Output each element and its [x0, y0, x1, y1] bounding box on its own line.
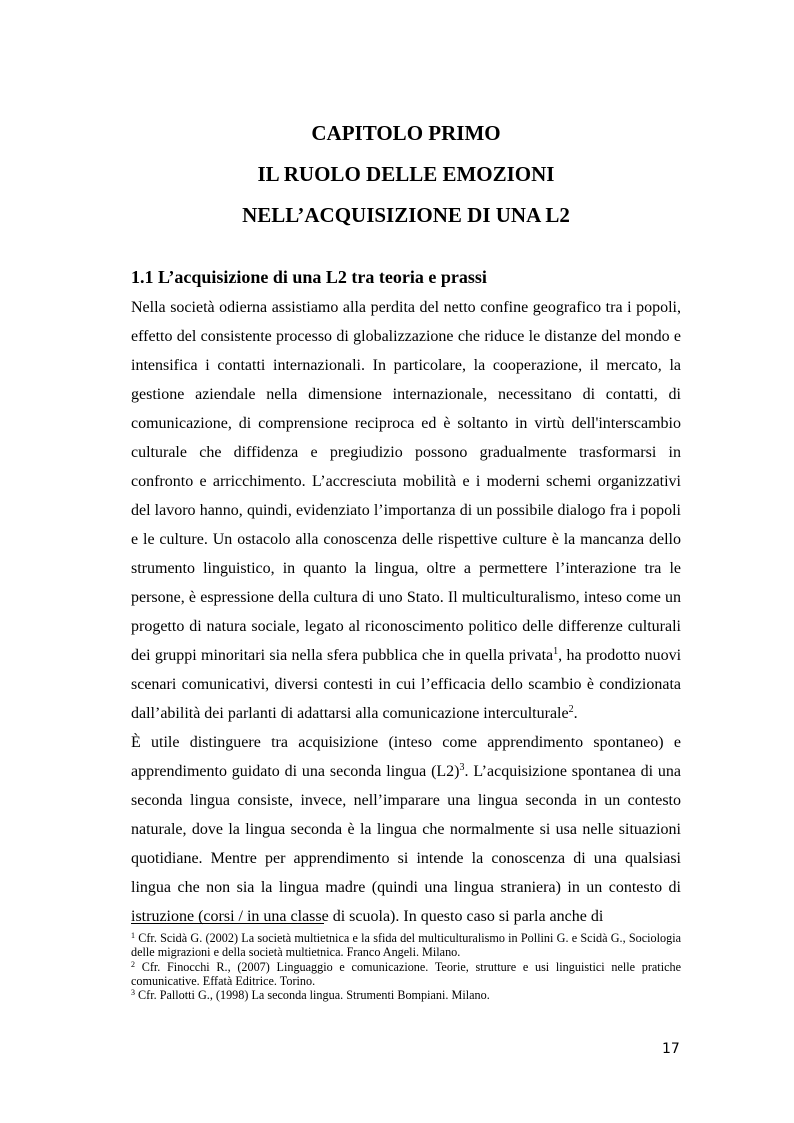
paragraph-1-text-b: , ha prodotto nuovi scenari comunicativi, diversi contesti in cui l’efficacia dello scambio è condizionata dall’abilità dei parlanti di adattarsi alla comunicazione interculturale: [131, 647, 682, 722]
paragraph-2: [131, 728, 681, 931]
footnote-3-text: Cfr. Pallotti G., (1998) La seconda lingua. Strumenti Bompiani. Milano.: [135, 988, 490, 1003]
footnote-2-number: 2: [131, 959, 135, 969]
footnotes: [131, 931, 681, 1002]
footnote-ref-1: 1: [553, 646, 559, 657]
footnote-2: [131, 960, 681, 989]
footnote-ref-2: 2: [568, 704, 574, 715]
paragraph-1-text-a: Nella società odierna assistiamo alla perdita del netto confine geografico tra i popoli, effetto del consistente processo di globalizzazione che riduce le distanze del mondo e intensifica i contatti internazionali. In particolare, la cooperazione, il mercato, la gestione aziendale nella dimensione internazionale, necessitano di contatti, di comunicazione, di comprensione reciproca ed è soltanto in virtù dell'interscambio culturale che diffidenza e pregiudizio possono gradualmente trasformarsi in confronto e arricchimento. L’accresciuta mobilità e i moderni schemi organizzativi del lavoro hanno, quindi, evidenziato l’importanza di un possibile dialogo fra i popoli e le culture. Un ostacolo alla conoscenza delle rispettive culture è la mancanza dello strumento linguistico, in quanto la lingua, oltre a permettere l’interazione tra le persone, è espressione della cultura di uno Stato. Il multiculturalismo, inteso come un progetto di natura sociale, legato al riconoscimento politico delle differenze culturali dei gruppi minoritari sia nella sfera pubblica che in quella privata: [131, 299, 681, 664]
chapter-title-line-2: NELL’ACQUISIZIONE DI UNA L2: [242, 203, 570, 227]
footnote-separator: [131, 923, 324, 924]
chapter-title-line-1: IL RUOLO DELLE EMOZIONI: [257, 162, 555, 186]
footnote-1: [131, 931, 681, 960]
paragraph-1: [131, 293, 681, 728]
body-text: [131, 293, 681, 931]
paragraph-2-text-b: . L’acquisizione spontanea di una seconda lingua consiste, invece, nell’imparare una lingua seconda in un contesto naturale, dove la lingua seconda è la lingua che normalmente si usa nelle situazioni quotidiane. Mentre per apprendimento si intende la conoscenza di una qualsiasi lingua che non sia la lingua madre (quindi una lingua straniera) in un contesto di istruzione (corsi / in una classe di scuola). In questo caso si parla anche di: [131, 763, 682, 925]
chapter-number: CAPITOLO PRIMO: [311, 121, 501, 145]
footnote-ref-3: 3: [459, 762, 465, 773]
page-number: 17: [662, 1041, 680, 1057]
footnote-1-text: Cfr. Scidà G. (2002) La società multietnica e la sfida del multiculturalismo in Pollini G. e Scidà G., Sociologia delle migrazioni e della società multietnica. Franco Angeli. Milano.: [131, 931, 681, 960]
paragraph-1-text-c: .: [573, 705, 578, 722]
paragraph-2-text-a: È utile distinguere tra acquisizione (inteso come apprendimento spontaneo) e apprendimento guidato di una seconda lingua (L2): [131, 734, 681, 780]
footnote-2-text: Cfr. Finocchi R., (2007) Linguaggio e comunicazione. Teorie, strutture e usi linguistici nelle pratiche comunicative. Effatà Editrice. Torino.: [131, 959, 681, 988]
footnote-3-number: 3: [131, 988, 135, 998]
chapter-heading: [131, 113, 681, 236]
footnote-1-number: 1: [131, 931, 135, 940]
footnote-3: [131, 988, 681, 1002]
section-title: 1.1 L’acquisizione di una L2 tra teoria e prassi: [131, 267, 487, 287]
